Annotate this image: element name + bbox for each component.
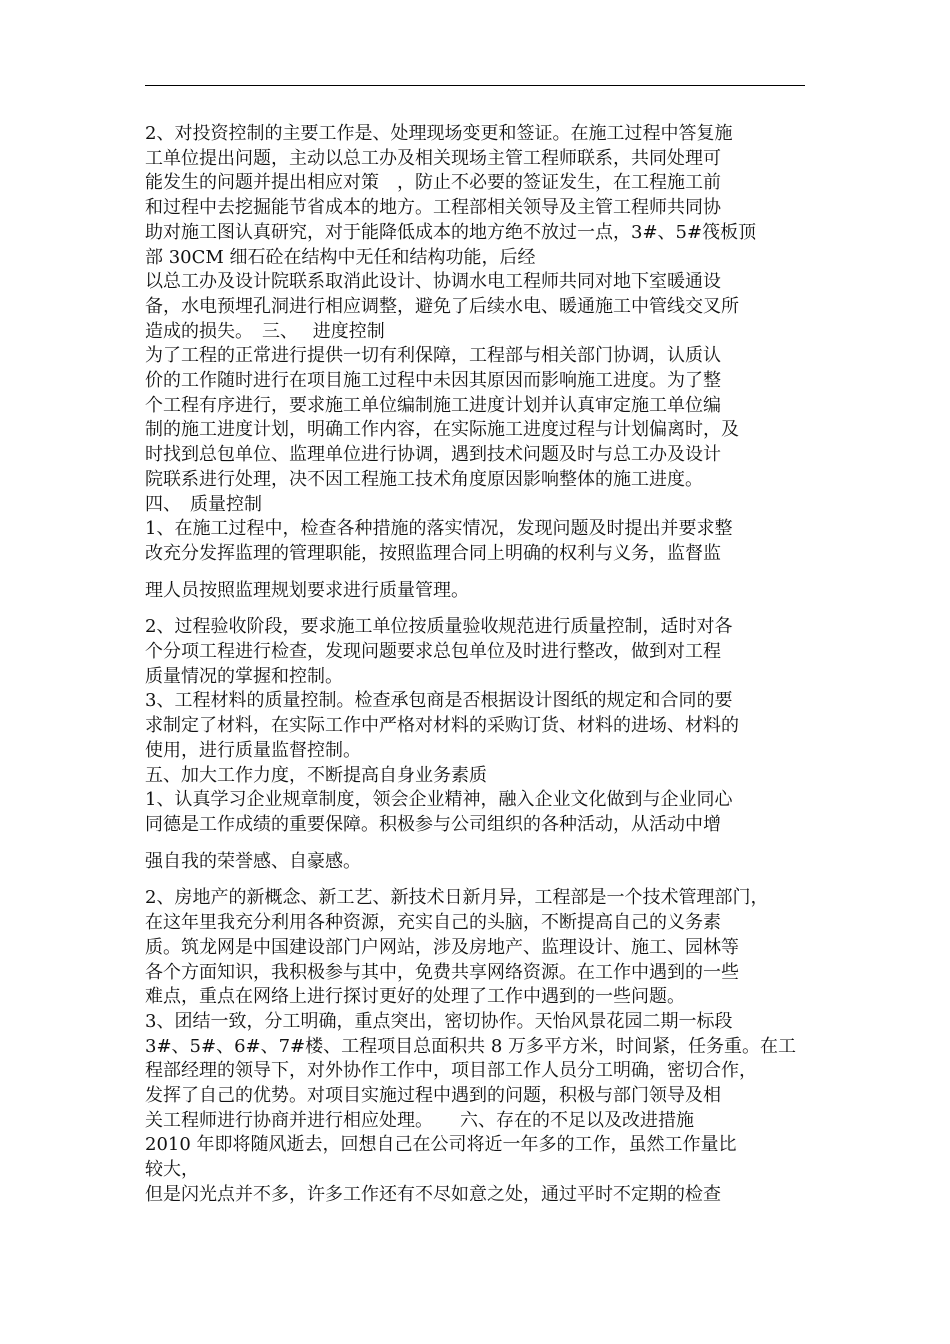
text-line: 制的施工进度计划，明确工作内容，在实际施工进度过程与计划偏离时，及	[145, 419, 739, 441]
text-line: 助对施工图认真研究，对于能降低成本的地方绝不放过一点，3#、5#筏板顶	[145, 221, 757, 243]
text-line: 能发生的问题并提出相应对策 ，防止不必要的签证发生，在工程施工前	[145, 172, 721, 194]
text-line: 难点，重点在网络上进行探讨更好的处理了工作中遇到的一些问题。	[145, 986, 685, 1008]
text-line: 2、房地产的新概念、新工艺、新技术日新月异，工程部是一个技术管理部门，	[145, 887, 769, 909]
text-line: 为了工程的正常进行提供一切有利保障，工程部与相关部门协调，认质认	[145, 345, 721, 367]
text-line: 3#、5#、6#、7#楼、工程项目总面积共 8 万多平方米，时间紧，任务重。在工	[145, 1035, 797, 1057]
text-block-1	[145, 122, 815, 567]
text-line: 院联系进行处理，决不因工程施工技术角度原因影响整体的施工进度。	[145, 468, 703, 490]
text-line: 使用，进行质量监督控制。	[145, 739, 361, 761]
text-line: 2010 年即将随风逝去，回想自己在公司将近一年多的工作，虽然工作量比	[145, 1134, 737, 1156]
text-line: 3、工程材料的质量控制。检查承包商是否根据设计图纸的规定和合同的要	[145, 690, 733, 712]
header-rule	[145, 85, 805, 86]
text-line: 求制定了材料，在实际工作中严格对材料的采购订货、材料的进场、材料的	[145, 715, 739, 737]
text-line: 2、过程验收阶段，要求施工单位按质量验收规范进行质量控制，适时对各	[145, 616, 733, 638]
text-line: 在这年里我充分利用各种资源，充实自己的头脑，不断提高自己的义务素	[145, 912, 721, 934]
text-line: 1、认真学习企业规章制度，领会企业精神，融入企业文化做到与企业同心	[145, 789, 733, 811]
text-line: 个工程有序进行，要求施工单位编制施工进度计划并认真审定施工单位编	[145, 394, 721, 416]
text-line: 理人员按照监理规划要求进行质量管理。	[145, 579, 469, 601]
text-line: 个分项工程进行检查，发现问题要求总包单位及时进行整改，做到对工程	[145, 641, 721, 663]
document-body	[145, 122, 815, 1208]
text-line: 强自我的荣誉感、自豪感。	[145, 850, 361, 872]
text-line: 价的工作随时进行在项目施工过程中未因其原因而影响施工进度。为了整	[145, 370, 721, 392]
text-line: 程部经理的领导下，对外协作工作中，项目部工作人员分工明确，密切合作，	[145, 1060, 757, 1082]
section-heading: 关工程师进行协商并进行相应处理。 六、存在的不足以及改进措施	[145, 1109, 694, 1131]
text-line: 和过程中去挖掘能节省成本的地方。工程部相关领导及主管工程师共同协	[145, 197, 721, 219]
section-heading: 造成的损失。 三、 进度控制	[145, 320, 385, 342]
text-line: 质量情况的掌握和控制。	[145, 665, 343, 687]
text-block-3	[145, 615, 815, 837]
text-line: 发挥了自己的优势。对项目实施过程中遇到的问题，积极与部门领导及相	[145, 1085, 721, 1107]
text-line: 较大，	[145, 1159, 199, 1181]
section-heading: 四、 质量控制	[145, 493, 262, 515]
text-line: 各个方面知识，我积极参与其中，免费共享网络资源。在工作中遇到的一些	[145, 961, 739, 983]
text-line: 时找到总包单位、监理单位进行协调，遇到技术问题及时与总工办及设计	[145, 444, 721, 466]
text-line: 工单位提出问题，主动以总工办及相关现场主管工程师联系，共同处理可	[145, 147, 721, 169]
text-line: 但是闪光点并不多，许多工作还有不尽如意之处，通过平时不定期的检查	[145, 1183, 721, 1205]
text-block-2	[145, 579, 815, 604]
text-line: 同德是工作成绩的重要保障。积极参与公司组织的各种活动，从活动中增	[145, 813, 721, 835]
text-line: 2、对投资控制的主要工作是、处理现场变更和签证。在施工过程中答复施	[145, 123, 733, 144]
text-line: 备，水电预埋孔洞进行相应调整，避免了后续水电、暖通施工中管线交叉所	[145, 295, 739, 317]
text-line: 改充分发挥监理的管理职能，按照监理合同上明确的权利与义务，监督监	[145, 542, 721, 564]
section-heading: 五、加大工作力度，不断提高自身业务素质	[145, 764, 487, 786]
text-line: 1、在施工过程中，检查各种措施的落实情况，发现问题及时提出并要求整	[145, 518, 733, 540]
text-line: 质。筑龙网是中国建设部门户网站，涉及房地产、监理设计、施工、园林等	[145, 936, 739, 958]
text-line: 3、团结一致，分工明确，重点突出，密切协作。天怡风景花园二期一标段	[145, 1010, 733, 1032]
text-line: 以总工办及设计院联系取消此设计、协调水电工程师共同对地下室暖通设	[145, 271, 721, 293]
text-line: 部 30CM 细石砼在结构中无任和结构功能，后经	[145, 246, 536, 268]
text-block-4	[145, 850, 815, 875]
text-block-5	[145, 886, 815, 1207]
